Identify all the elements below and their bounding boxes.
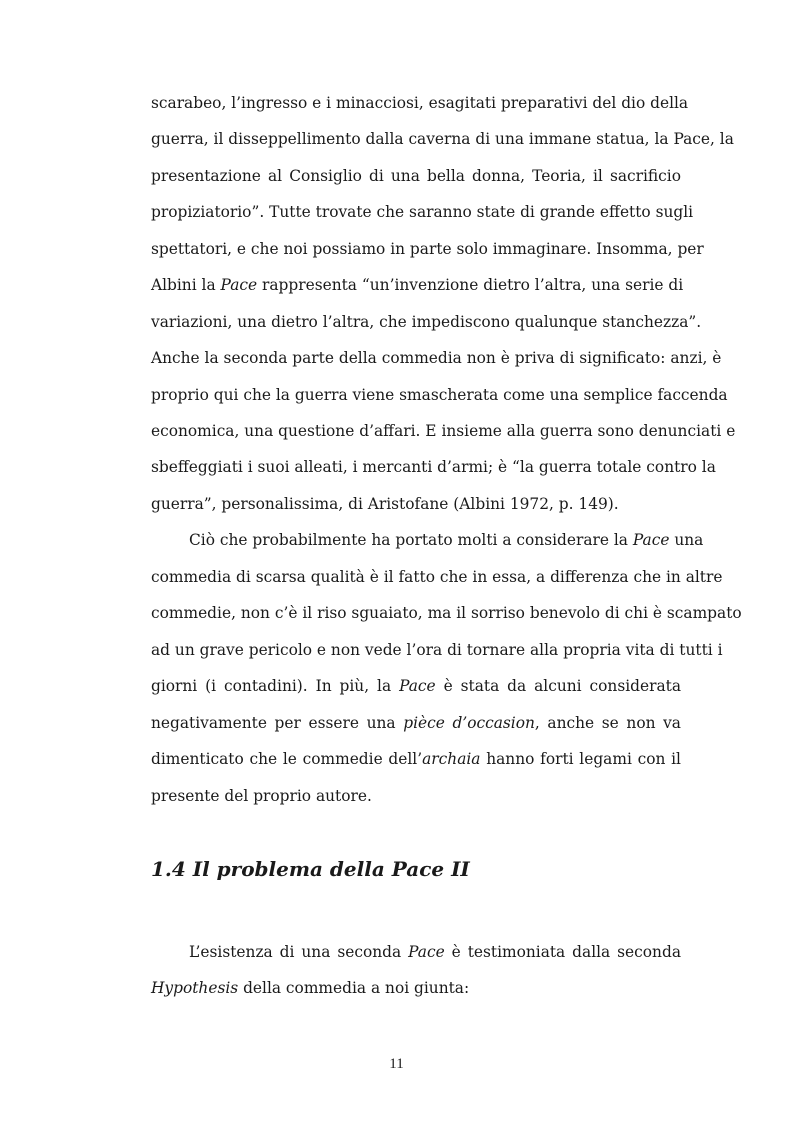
text-line: ad un grave pericolo e non vede l’ora di tornare alla propria vita di tutti i — [151, 641, 723, 659]
text-line: Anche la seconda parte della commedia non è priva di significato: anzi, è — [151, 349, 722, 367]
text-line: scarabeo, l’ingresso e i minacciosi, esagitati preparativi del dio della — [151, 94, 689, 112]
text-span: L’esistenza di una seconda — [189, 943, 409, 961]
text-line: economica, una questione d’affari. E insieme alla guerra sono denunciati e — [151, 422, 736, 440]
italic-title: Pace — [399, 677, 436, 695]
italic-title: Pace — [220, 276, 258, 294]
text-line — [151, 747, 681, 771]
italic-term: archaia — [422, 750, 481, 768]
text-line — [189, 528, 704, 552]
text-line: variazioni, una dietro l’altra, che impediscono qualunque stanchezza”. — [151, 313, 702, 331]
italic-title: Pace — [632, 531, 670, 549]
italic-title: Pace — [408, 943, 445, 961]
text-line — [151, 273, 684, 297]
italic-phrase: pièce d’occasion — [403, 714, 535, 732]
text-span: è testimoniata dalla seconda — [444, 943, 681, 961]
page-number: 11 — [389, 1056, 404, 1072]
text-span: Albini la — [151, 276, 221, 294]
text-line: guerra, il disseppellimento dalla caverna di una immane statua, la Pace, la — [151, 130, 734, 148]
text-span: rappresenta “un’invenzione dietro l’altra, una serie di — [257, 276, 684, 294]
text-line: commedie, non c’è il riso sguaiato, ma il sorriso benevolo di chi è scampato — [151, 604, 742, 622]
text-line: spettatori, e che noi possiamo in parte solo immaginare. Insomma, per — [151, 240, 704, 258]
text-line: propiziatorio”. Tutte trovate che saranno state di grande effetto sugli — [151, 203, 694, 221]
text-line: commedia di scarsa qualità è il fatto che in essa, a differenza che in altre — [151, 568, 723, 586]
text-span: una — [669, 531, 704, 549]
text-span: , anche se non va — [534, 714, 681, 732]
text-line — [151, 976, 681, 1000]
text-line — [151, 674, 681, 698]
text-span: dimenticato che le commedie dell’ — [151, 750, 423, 768]
italic-term: Hypothesis — [151, 979, 239, 997]
text-span: negativamente per essere una — [151, 714, 404, 732]
text-span: Ciò che probabilmente ha portato molti a considerare la — [189, 531, 633, 549]
text-line: proprio qui che la guerra viene smascherata come una semplice faccenda — [151, 386, 728, 404]
text-span: della commedia a noi giunta: — [238, 979, 470, 997]
text-line: sbeffeggiati i suoi alleati, i mercanti d’armi; è “la guerra totale contro la — [151, 458, 716, 476]
text-line: presentazione al Consiglio di una bella donna, Teoria, il sacrificio — [151, 167, 681, 185]
text-line — [151, 711, 681, 735]
text-span: giorni (i contadini). In più, la — [151, 677, 400, 695]
text-line: guerra”, personalissima, di Aristofane (Albini 1972, p. 149). — [151, 495, 619, 513]
text-span: è stata da alcuni considerata — [435, 677, 681, 695]
text-span: hanno forti legami con il — [480, 750, 681, 768]
text-line — [189, 940, 681, 964]
section-heading: 1.4 Il problema della Pace II — [151, 857, 470, 881]
text-line: presente del proprio autore. — [151, 787, 372, 805]
